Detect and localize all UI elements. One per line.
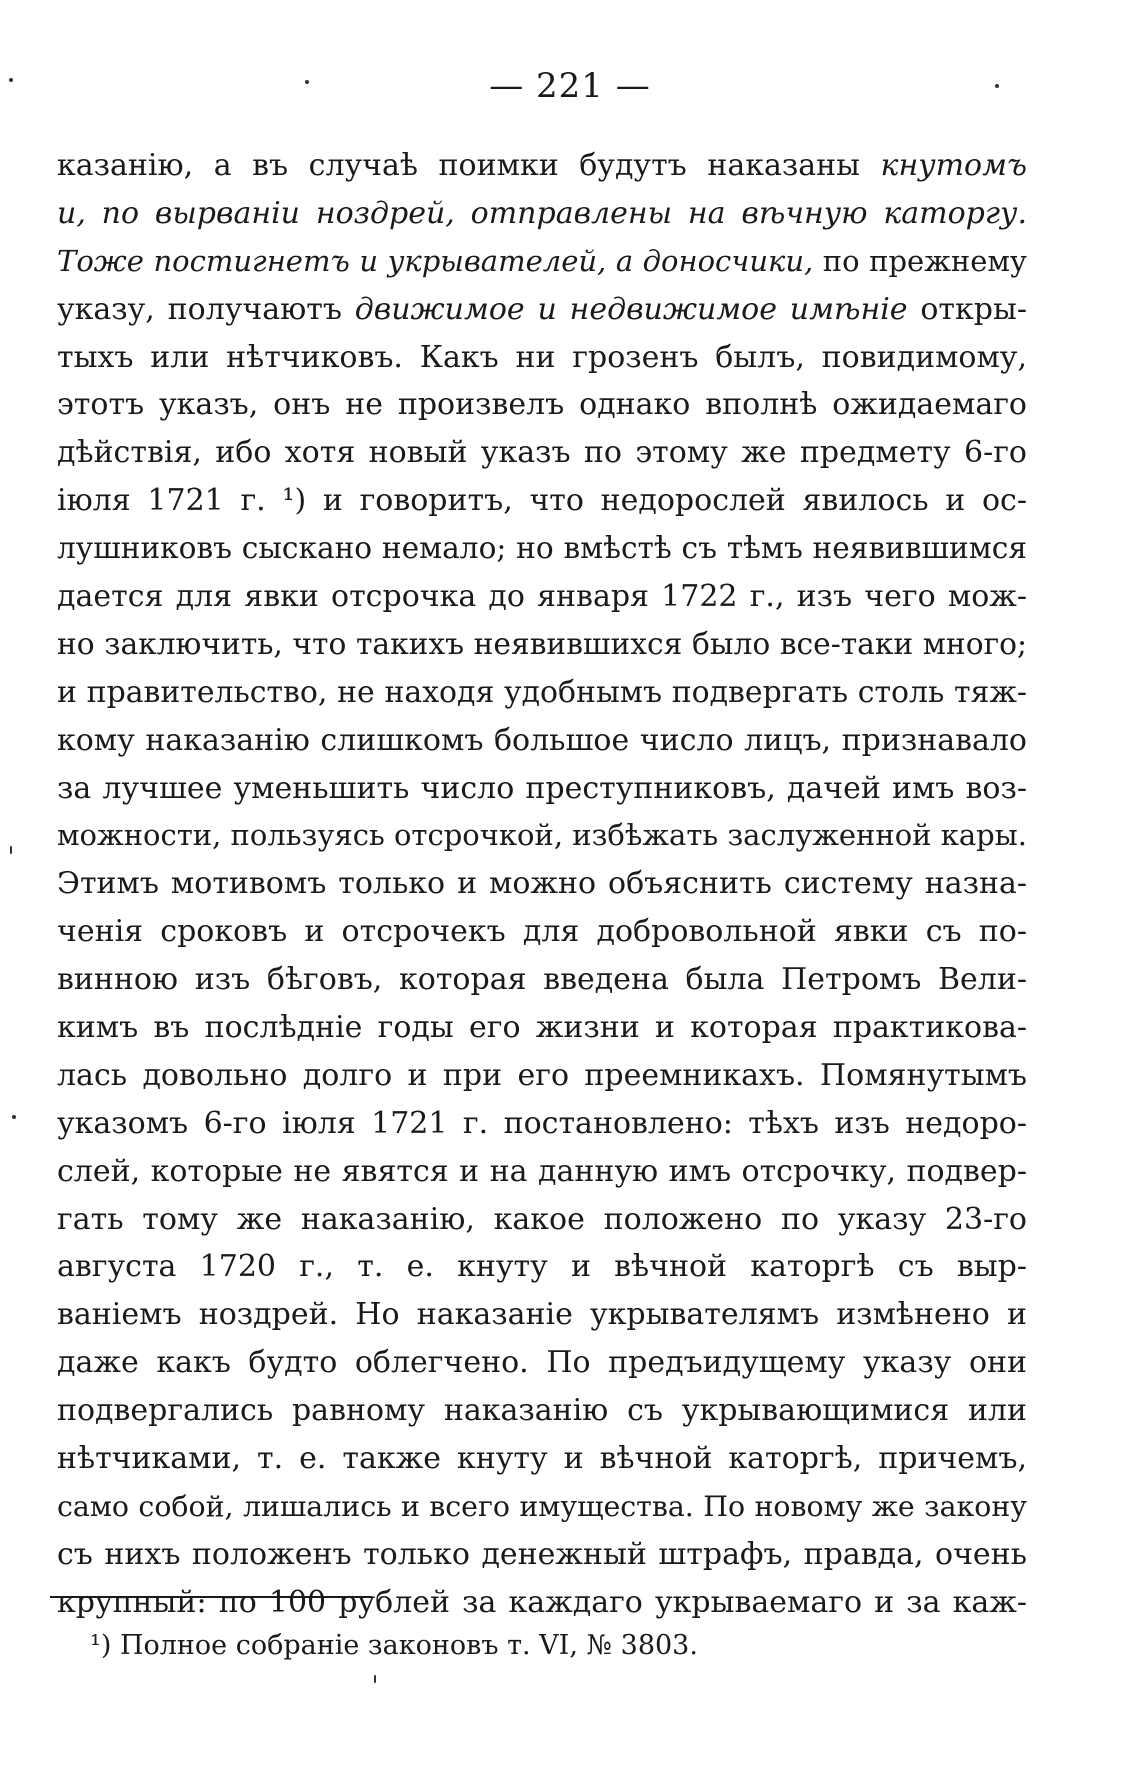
text-line [57, 1483, 1027, 1531]
text-segment: можности, пользуясь отсрочкой, избѣжать заслуженной кары. [57, 818, 1027, 853]
text-line [57, 1052, 1027, 1100]
text-line [57, 908, 1027, 956]
footnote-text: Полное собраніе законовъ т. VI, № 3803. [111, 1630, 698, 1661]
text-line [57, 142, 1027, 190]
text-line [57, 1100, 1027, 1148]
italic-text: Тоже постигнетъ и укрывателей, а доносчики, [57, 243, 814, 278]
text-segment: откры- [907, 291, 1027, 327]
text-line [57, 1148, 1027, 1196]
text-line [57, 525, 1027, 573]
print-speck [9, 78, 13, 82]
text-segment: лушниковъ сыскано немало; но вмѣстѣ съ тѣмъ неявившимся [57, 531, 1027, 566]
text-segment: ченія сроковъ и отсрочекъ для добровольной явки съ по- [57, 914, 1027, 950]
text-segment: само собой, лишались и всего имущества. По новому же закону [57, 1489, 1027, 1523]
text-segment: казанію, а въ случаѣ поимки будутъ наказаны [57, 148, 881, 183]
text-line [57, 286, 1027, 334]
text-segment: и правительство, не находя удобнымъ подвергать столь тяж- [57, 674, 1027, 710]
body-text [57, 142, 1027, 1627]
text-line [57, 1435, 1027, 1483]
text-segment: кому наказанію слишкомъ большое число лицъ, признавало [57, 722, 1027, 758]
text-line [57, 1387, 1027, 1435]
text-line [57, 1531, 1027, 1579]
text-line [57, 765, 1027, 813]
footnote-marker: ¹) [90, 1630, 112, 1661]
text-line [57, 1243, 1027, 1291]
italic-text: и, по вырваніи ноздрей, отправлены на вѣчную каторгу. [57, 195, 1027, 231]
print-speck [374, 1675, 376, 1683]
text-segment: дается для явки отсрочка до января 1722 г., изъ чего мож- [57, 579, 1027, 615]
text-line [57, 717, 1027, 765]
text-line [57, 429, 1027, 477]
text-line [57, 1291, 1027, 1339]
text-line [57, 381, 1027, 429]
text-segment: винною изъ бѣговъ, которая введена была Петромъ Вели- [57, 962, 1027, 998]
footnote-rule [50, 1596, 372, 1598]
text-segment: тыхъ или нѣтчиковъ. Какъ ни грозенъ былъ, повидимому, [57, 339, 1027, 375]
footnote [90, 1626, 698, 1666]
text-line [57, 621, 1027, 669]
text-segment: ваніемъ ноздрей. Но наказаніе укрывателямъ измѣнено и [57, 1297, 1027, 1333]
text-segment: слей, которые не явятся и на данную имъ отсрочку, подвер- [57, 1153, 1027, 1189]
text-line [57, 1196, 1027, 1244]
text-segment: но заключить, что такихъ неявившихся было все-таки много; [57, 626, 1027, 662]
text-line [57, 956, 1027, 1004]
print-speck [995, 84, 999, 88]
text-segment: кимъ въ послѣдніе годы его жизни и которая практикова- [57, 1010, 1027, 1046]
text-line [57, 573, 1027, 621]
text-segment: подвергались равному наказанію съ укрывающимися или [57, 1393, 1027, 1429]
text-segment: гать тому же наказанію, какое положено по указу 23-го [57, 1201, 1027, 1237]
italic-text: движимое и недвижимое имѣніе [354, 291, 908, 327]
text-line [57, 812, 1027, 860]
text-segment: указомъ 6-го іюля 1721 г. постановлено: тѣхъ изъ недоро- [57, 1105, 1027, 1141]
text-segment: указу, получаютъ [57, 291, 355, 327]
text-segment: крупный: по 100 рублей за каждаго укрываемаго и за каж- [57, 1584, 1027, 1620]
text-segment: по прежнему [813, 243, 1027, 278]
page-number: — 221 — [489, 66, 651, 106]
text-line [57, 238, 1027, 286]
text-segment: іюля 1721 г. ¹) и говоритъ, что недорослей явилось и ос- [57, 483, 1027, 519]
text-segment: августа 1720 г., т. е. кнуту и вѣчной каторгѣ съ выр- [57, 1249, 1027, 1285]
text-segment: этотъ указъ, онъ не произвелъ однако вполнѣ ожидаемаго [57, 387, 1027, 423]
print-speck [305, 80, 309, 84]
text-segment: нѣтчиками, т. е. также кнуту и вѣчной каторгѣ, причемъ, [57, 1441, 1027, 1477]
italic-text: кнутомъ [880, 148, 1027, 183]
text-segment: дѣйствія, ибо хотя новый указъ по этому же предмету 6-го [57, 435, 1027, 471]
text-line [57, 1579, 1027, 1627]
text-segment: даже какъ будто облегчено. По предъидущему указу они [57, 1345, 1027, 1381]
text-segment: за лучшее уменьшить число преступниковъ, дачей имъ воз- [57, 770, 1027, 806]
text-line [57, 1004, 1027, 1052]
print-speck [12, 1115, 16, 1119]
text-line [57, 860, 1027, 908]
text-line [57, 477, 1027, 525]
text-line [57, 190, 1027, 238]
text-line [57, 334, 1027, 382]
text-segment: лась довольно долго и при его преемникахъ. Помянутымъ [57, 1057, 1027, 1093]
print-speck [10, 846, 12, 854]
text-line [57, 669, 1027, 717]
text-segment: съ нихъ положенъ только денежный штрафъ, правда, очень [57, 1536, 1027, 1572]
text-segment: Этимъ мотивомъ только и можно объяснить систему назна- [57, 866, 1027, 902]
text-line [57, 1339, 1027, 1387]
